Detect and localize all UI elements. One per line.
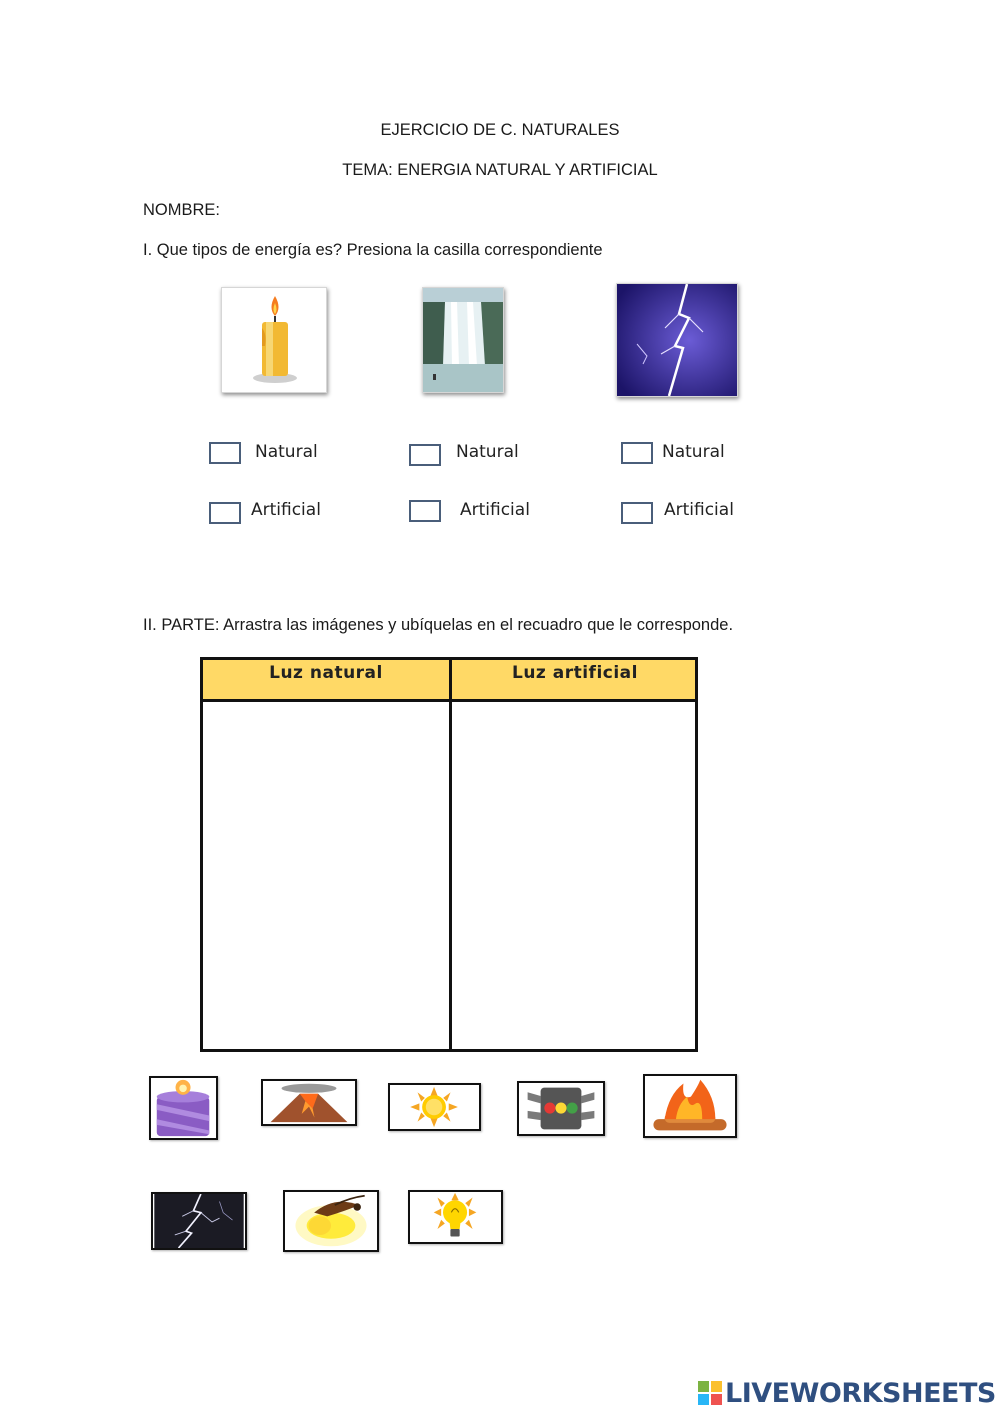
candle-icon [222,288,326,392]
drop-zone-natural[interactable] [203,702,449,1049]
candle-natural-checkbox[interactable] [209,442,241,464]
light-bulb-icon [410,1192,501,1242]
lightning-storm-icon [153,1194,245,1248]
lightning-natural-label: Natural [662,442,725,462]
column-header-natural: Luz natural [269,663,383,683]
draggable-purple-candle[interactable] [149,1076,218,1140]
campfire-icon [645,1076,735,1136]
liveworksheets-logo-icon [698,1381,722,1405]
draggable-campfire[interactable] [643,1074,737,1138]
waterfall-image [422,287,504,393]
draggable-volcano[interactable] [261,1079,357,1126]
waterfall-natural-label: Natural [456,442,519,462]
purple-candle-icon [151,1078,216,1138]
waterfall-natural-checkbox[interactable] [409,444,441,466]
draggable-lightning-storm[interactable] [151,1192,247,1250]
sun-icon [390,1085,479,1129]
firefly-icon [285,1192,377,1250]
traffic-light-icon [519,1083,603,1134]
volcano-icon [263,1081,355,1124]
waterfall-artificial-label: Artificial [460,500,530,520]
draggable-sun[interactable] [388,1083,481,1131]
brand-name: LIVEWORKSHEETS [725,1377,996,1409]
lightning-image [616,283,738,397]
waterfall-artificial-checkbox[interactable] [409,500,441,522]
candle-artificial-checkbox[interactable] [209,502,241,524]
liveworksheets-logo [698,1376,996,1410]
column-header-artificial: Luz artificial [512,663,638,683]
lightning-natural-checkbox[interactable] [621,442,653,464]
part1-instruction: I. Que tipos de energía es? Presiona la casilla correspondiente [143,241,603,259]
draggable-light-bulb[interactable] [408,1190,503,1244]
waterfall-icon [423,288,503,392]
candle-artificial-label: Artificial [251,500,321,520]
sorting-table [200,657,698,1052]
lightning-artificial-checkbox[interactable] [621,502,653,524]
draggable-traffic-light[interactable] [517,1081,605,1136]
name-label: NOMBRE: [143,201,221,219]
part2-instruction: II. PARTE: Arrastra las imágenes y ubíquelas en el recuadro que le corresponde. [143,616,734,634]
worksheet-topic: TEMA: ENERGIA NATURAL Y ARTIFICIAL [342,161,658,179]
candle-image [221,287,327,393]
lightning-icon [617,284,737,396]
candle-natural-label: Natural [255,442,318,462]
worksheet-title: EJERCICIO DE C. NATURALES [380,121,620,139]
draggable-firefly[interactable] [283,1190,379,1252]
lightning-artificial-label: Artificial [664,500,734,520]
drop-zone-artificial[interactable] [452,702,698,1049]
